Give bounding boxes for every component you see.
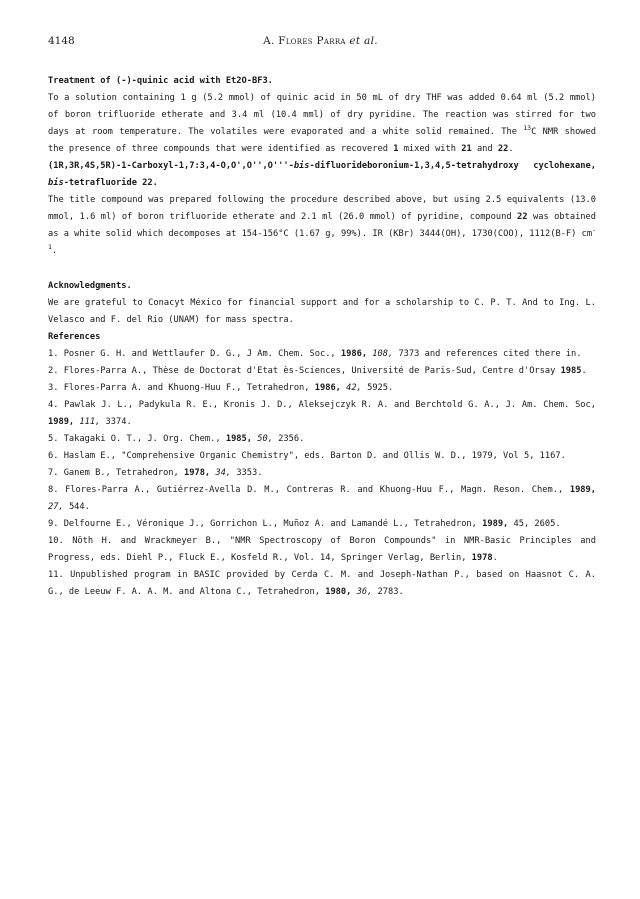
reference-item: 10. Nöth H. and Wrackmeyer B., "NMR Spectroscopy of Boron Compounds" in NMR-Basic Principles and Progress, eds. Diehl P., Fluck E., Kosfeld R., Vol. 14, Springer Verlag, Berlin, 1978. <box>48 536 596 563</box>
references-title: References <box>48 332 101 342</box>
reference-item: 11. Unpublished program in BASIC provided by Cerda C. M. and Joseph-Nathan P., based on Haasnot C. A. G., de Leeuw F. A. A. M. and Altona C., Tetrahedron, 1980, 36, 2783. <box>48 570 596 597</box>
running-head-author: A. Flores Parra <box>263 35 346 47</box>
section-title-quinic-acid-treatment: Treatment of (-)-quinic acid with Et2O-BF3. <box>48 76 273 86</box>
reference-item: 4. Pawlak J. L., Padykula R. E., Kronis J. D., Aleksejczyk R. A. and Berchtold G. A., J. Am. Chem. Soc, 1989, 111, 3374. <box>48 400 596 427</box>
acknowledgments-body: We are grateful to Conacyt México for financial support and for a scholarship to C. P. T. And to Ing. L. Velasco and F. del Rio (UNAM) for mass spectra. <box>48 298 596 325</box>
section-title-compound-22: (1R,3R,4S,5R)-1-Carboxyl-1,7:3,4-O,O',O'',O'''-bis-difluorideboronium-1,3,4,5-tetrahydroxy cyclohexane, bis-tetrafluoride 22. <box>48 161 596 188</box>
reference-item: 3. Flores-Parra A. and Khuong-Huu F., Tetrahedron, 1986, 42, 5925. <box>48 383 394 393</box>
reference-item: 5. Takagaki O. T., J. Org. Chem., 1985, 50, 2356. <box>48 434 305 444</box>
reference-item: 1. Posner G. H. and Wettlaufer D. G., J Am. Chem. Soc., 1986, 108, 7373 and references cited there in. <box>48 349 582 359</box>
reference-item: 8. Flores-Parra A., Gutiérrez-Avella D. M., Contreras R. and Khuong-Huu F., Magn. Reson. Chem., 1989, 27, 544. <box>48 485 596 512</box>
spacer <box>48 260 596 278</box>
page-header <box>48 35 593 51</box>
page-body <box>48 73 596 601</box>
reference-item: 6. Haslam E., "Comprehensive Organic Chemistry", eds. Barton D. and Ollis W. D., 1979, Vol 5, 1167. <box>48 451 566 461</box>
section-body-compound-22: The title compound was prepared following the procedure described above, but using 2.5 equivalents (13.0 mmol, 1.6 ml) of boron trifluoride etherate and 2.1 ml (26.0 mmol) of pyridine, compound 22 was obtained as a white solid which decomposes at 154-156°C (1.67 g, 99%). IR (KBr) 3444(OH), 1730(COO), 1112(B-F) $cm^{-1}$. <box>48 195 596 256</box>
section-body-quinic-acid-treatment: To a solution containing 1 g (5.2 mmol) of quinic acid in 50 mL of dry THF was added 0.64 ml (5.2 mmol) of boron trifluoride etherate and 3.4 ml (10.4 mml) of dry pyridine. The reaction was stirred for two days at room temperature. The volatiles were evaporated and a white solid remained. The $^{13}$C NMR showed the presence of three compounds that were identified as recovered 1 mixed with 21 and 22. <box>48 93 596 154</box>
running-head-etal: et al. <box>349 35 378 47</box>
reference-item: 2. Flores-Parra A., Thèse de Doctorat d'Etat ès-Sciences, Université de Paris-Sud, Centre d'Orsay 1985. <box>48 366 587 376</box>
page-number: 4148 <box>48 35 75 47</box>
reference-item: 7. Ganem B., Tetrahedron, 1978, 34, 3353. <box>48 468 263 478</box>
acknowledgments-title: Acknowledgments. <box>48 281 132 291</box>
running-head <box>48 35 593 47</box>
reference-item: 9. Delfourne E., Véronique J., Gorrichon L., Muñoz A. and Lamandé L., Tetrahedron, 1989, 45, 2605. <box>48 519 561 529</box>
